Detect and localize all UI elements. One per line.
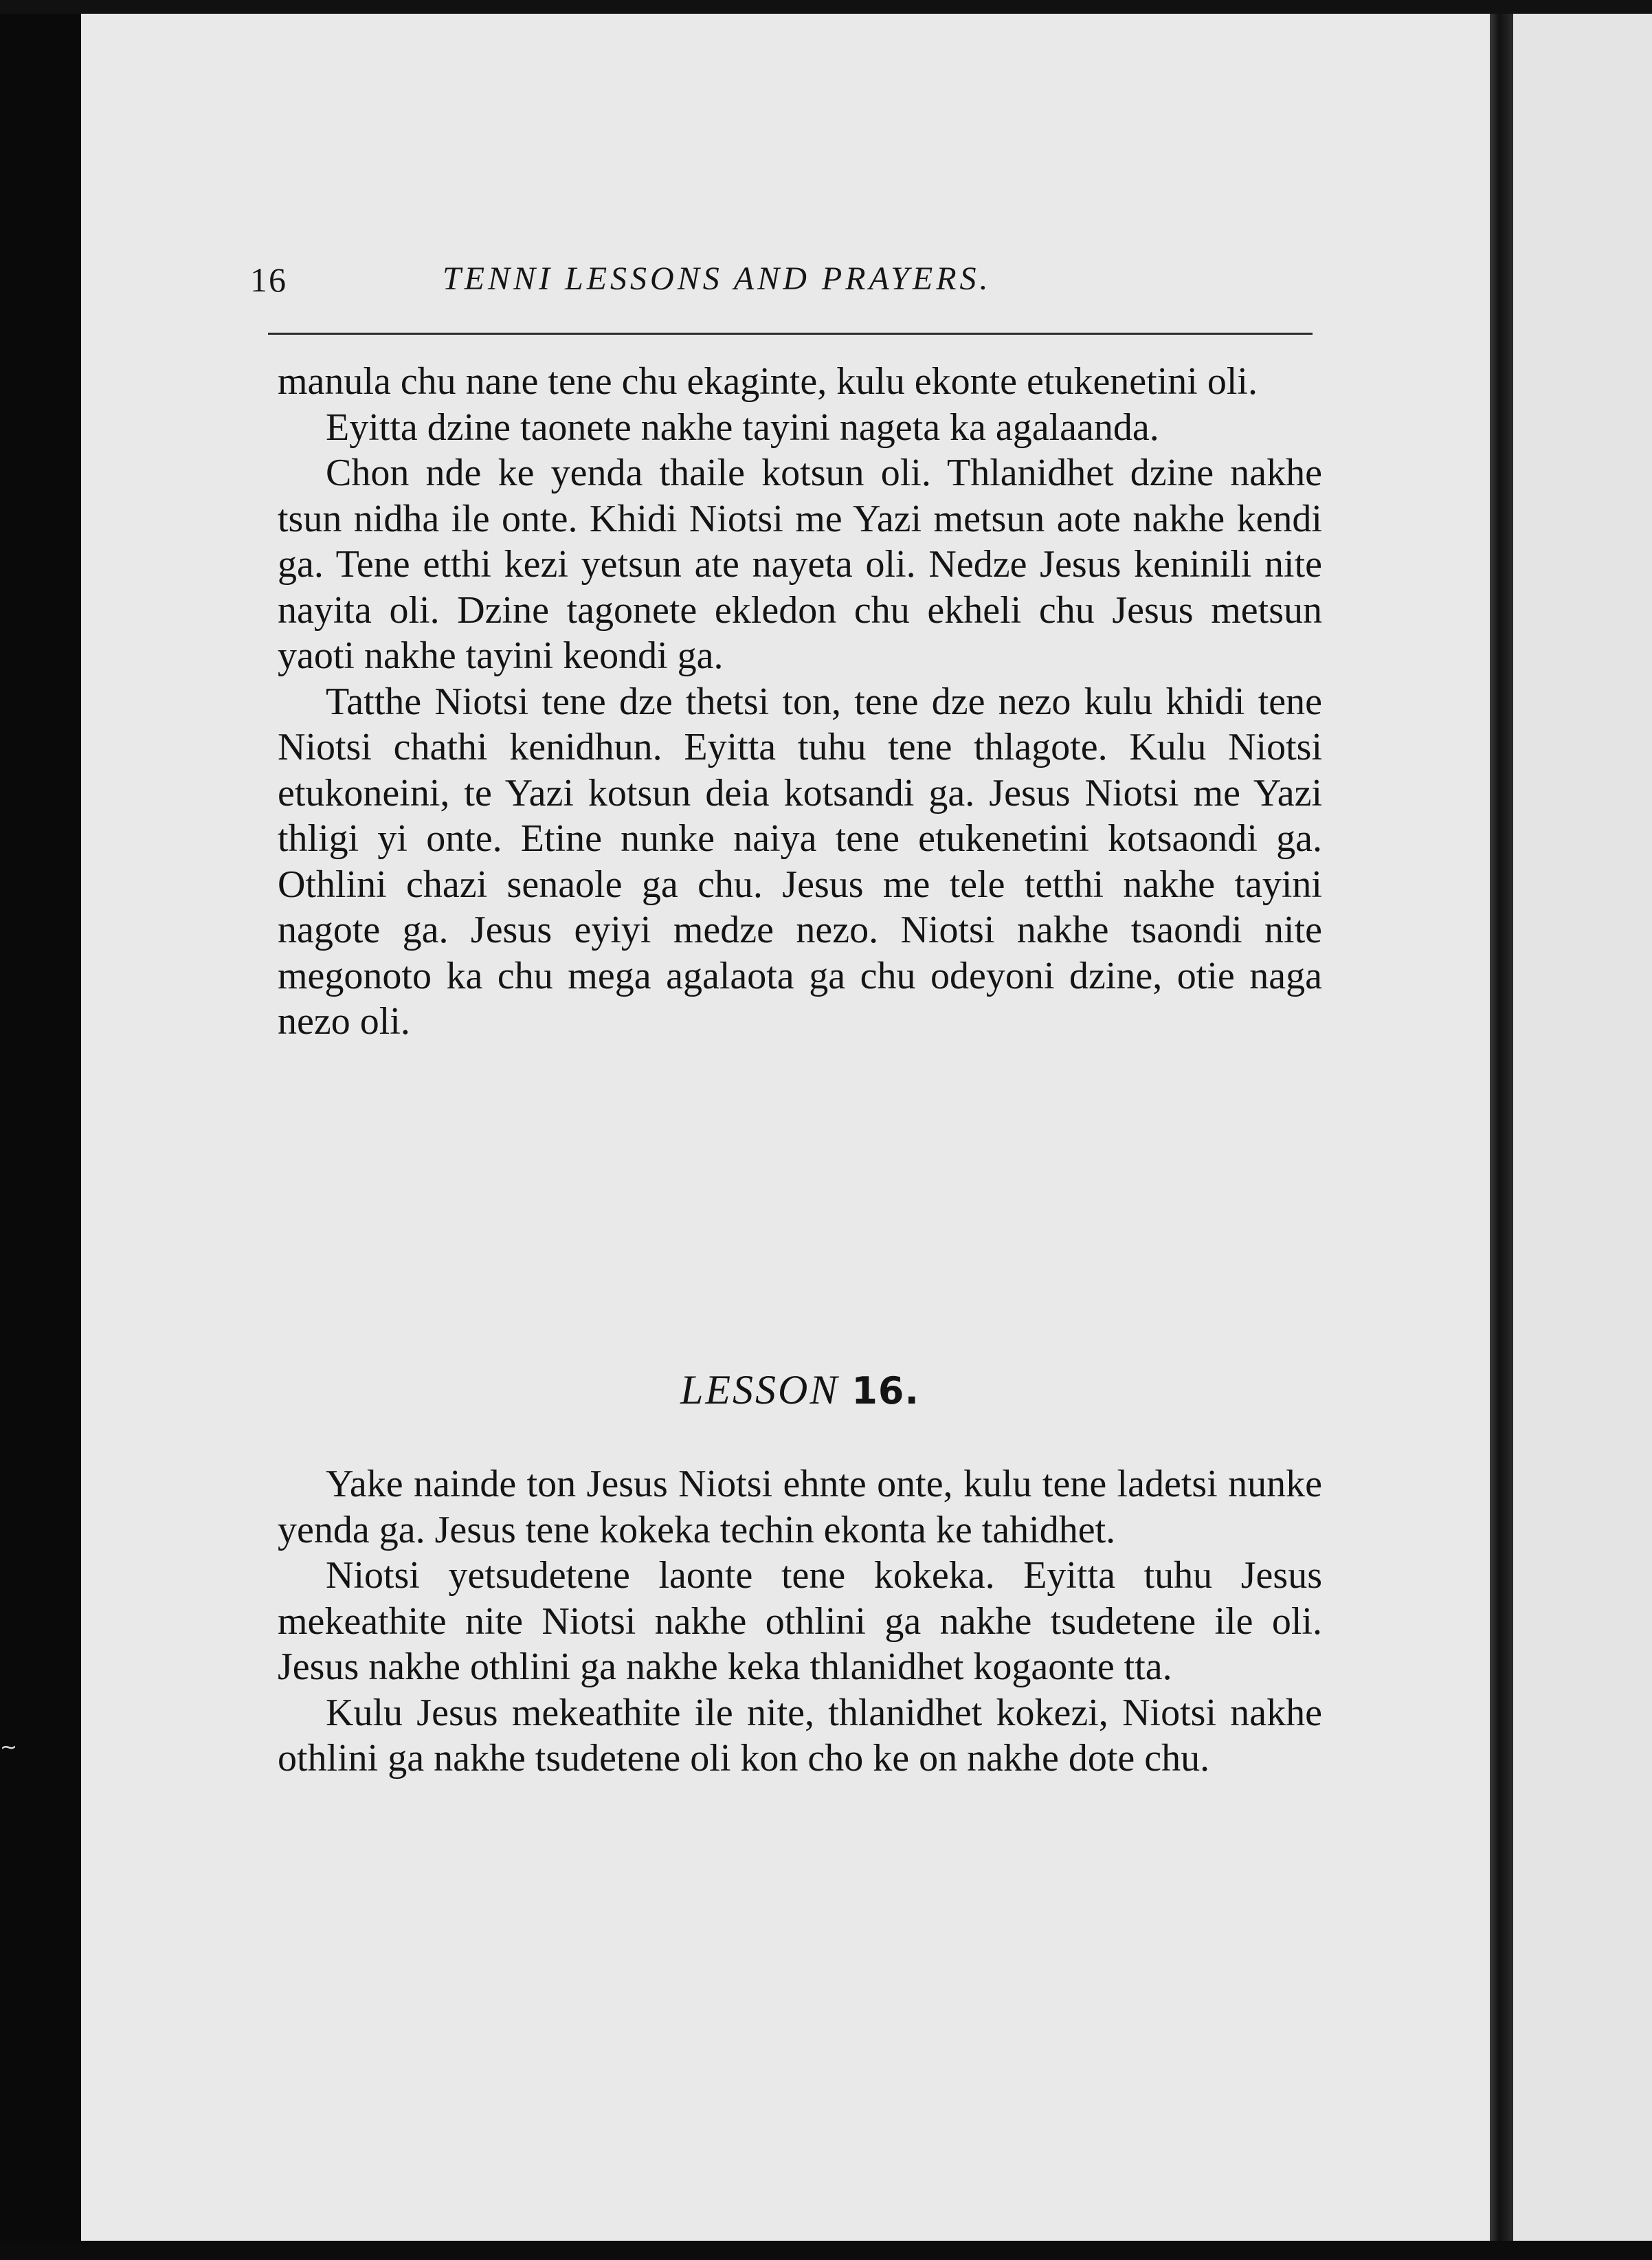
book-page (81, 14, 1490, 2241)
running-head (250, 260, 1322, 308)
lesson-heading-word: LESSON (680, 1367, 840, 1412)
paragraph: Tatthe Niotsi tene dze thetsi ton, tene dze nezo kulu khidi tene Niotsi chathi kenidhun. Eyitta tuhu tene thlagote. Kulu Niotsi etukoneini, te Yazi kotsun deia kotsandi ga. Jesus Niotsi me Yazi thligi yi onte. Etine nunke naiya tene etukenetini kotsaondi ga. Othlini chazi senaole ga chu. Jesus me tele tetthi nakhe tayini nagote ga. Jesus eyiyi medze nezo. Niotsi nakhe tsaondi nite megonoto ka chu mega agalaota ga chu odeyoni dzine, otie naga nezo oli. (278, 680, 1322, 1043)
body-text-top (278, 359, 1322, 1045)
scan-top-border (0, 0, 1652, 14)
scan-bottom-border (0, 2241, 1652, 2260)
book-spine (1490, 14, 1513, 2248)
header-rule (268, 333, 1313, 335)
body-text-bottom (278, 1461, 1322, 1782)
paragraph: Yake nainde ton Jesus Niotsi ehnte onte, kulu tene ladetsi nunke yenda ga. Jesus tene kokeka techin ekonta ke tahidhet. (278, 1463, 1322, 1551)
paragraph: Chon nde ke yenda thaile kotsun oli. Thlanidhet dzine nakhe tsun nidha ile onte. Khidi Niotsi me Yazi metsun aote nakhe kendi ga. Tene etthi kezi yetsun ate nayeta oli. Nedze Jesus keninili nite nayita oli. Dzine tagonete ekledon chu ekheli chu Jesus metsun yaoti nakhe tayini keondi ga. (278, 452, 1322, 677)
page-number: 16 (250, 261, 287, 299)
paragraph: manula chu nane tene chu ekaginte, kulu ekonte etukenetini oli. (278, 360, 1258, 403)
lesson-heading (278, 1366, 1322, 1414)
scan-mark-icon: ~ (0, 1736, 18, 1760)
lesson-heading-number: 16. (851, 1369, 920, 1412)
paragraph: Eyitta dzine taonete nakhe tayini nageta ka agalaanda. (326, 406, 1159, 449)
scan-left-border (0, 0, 81, 2260)
paragraph: Kulu Jesus mekeathite ile nite, thlanidhet kokezi, Niotsi nakhe othlini ga nakhe tsudetene oli kon cho ke on nakhe dote chu. (278, 1691, 1322, 1780)
running-title: TENNI LESSONS AND PRAYERS. (443, 261, 992, 297)
paragraph: Niotsi yetsudetene laonte tene kokeka. Eyitta tuhu Jesus mekeathite nite Niotsi nakhe othlini ga nakhe tsudetene ile oli. Jesus nakhe othlini ga nakhe keka thlanidhet kogaonte tta. (278, 1554, 1322, 1688)
adjacent-page-edge (1513, 14, 1652, 2248)
